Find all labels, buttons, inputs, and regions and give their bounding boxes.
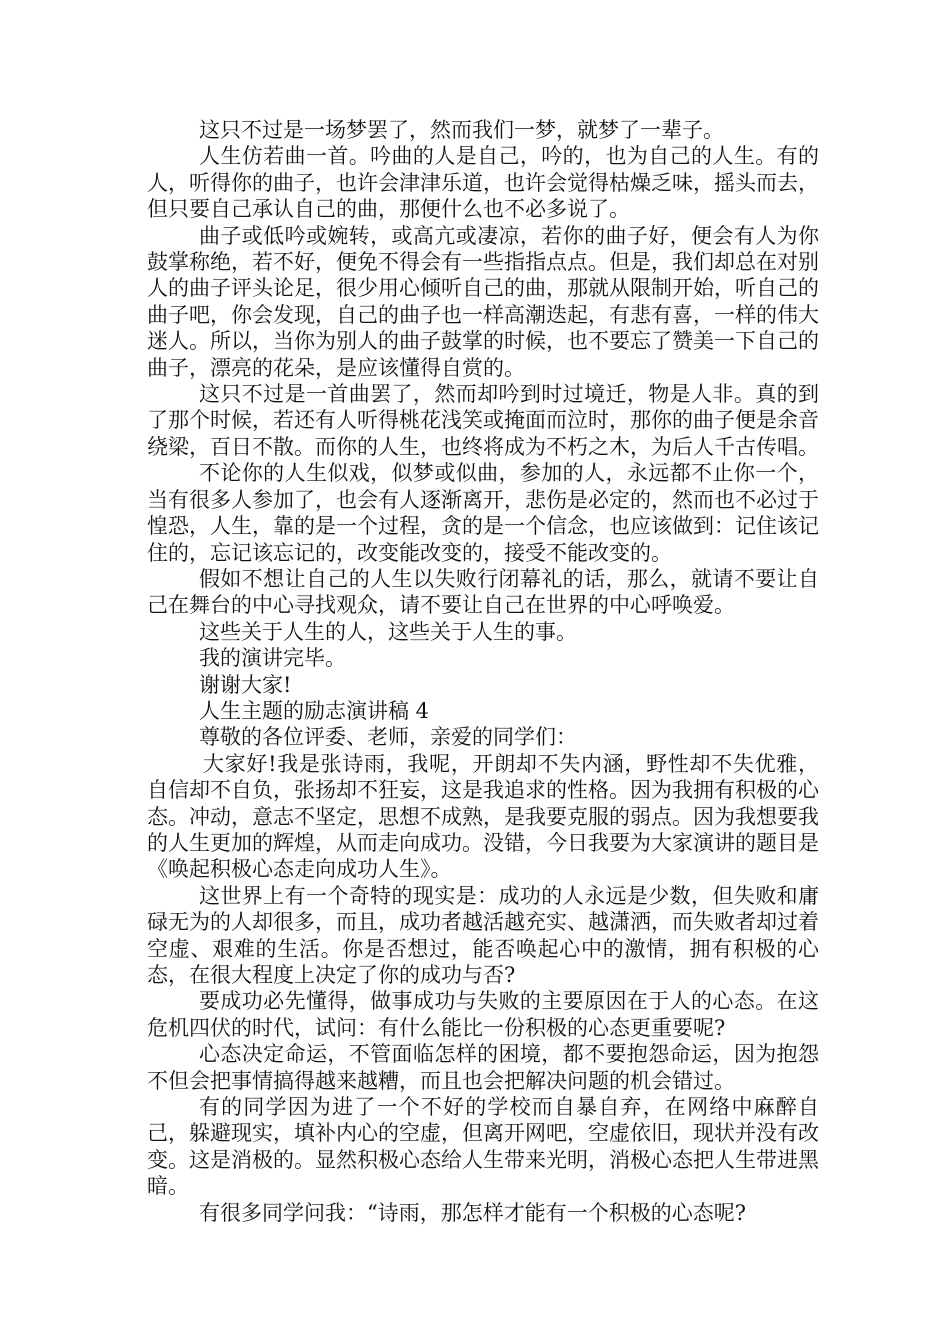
paragraph-song-legacy: 这只不过是一首曲罢了，然而却吟到时过境迁，物是人非。真的到了那个时候，若还有人听得桃花浅笑或掩面而泣时，那你的曲子便是余音绕梁，百日不散。而你的人生，也终将成为不朽之木，为后人千古传唱。 (147, 382, 819, 459)
paragraph-thanks: 谢谢大家! (199, 672, 292, 697)
paragraph-dream: 这只不过是一场梦罢了，然而我们一梦，就梦了一辈子。 (199, 118, 724, 142)
speech-text-body (147, 117, 819, 1226)
paragraph-salutation: 尊敬的各位评委、老师，亲爱的同学们： (199, 725, 577, 750)
paragraph-participants: 不论你的人生似戏，似梦或似曲，参加的人，永远都不止你一个，当有很多人参加了，也会有人逐渐离开，悲伤是必定的，然而也不必过于惶恐，人生，靠的是一个过程，贪的是一个信念，也应该做到：记住该记住的，忘记该忘记的，改变能改变的，接受不能改变的。 (147, 461, 819, 565)
paragraph-speech-end: 我的演讲完毕。 (199, 646, 346, 671)
paragraph-negative-example: 有的同学因为进了一个不好的学校而自暴自弃，在网络中麻醉自己，躲避现实，填补内心的空虚，但离开网吧，空虚依旧，现状并没有改变。这是消极的。显然积极心态给人生带来光明，消极心态把人生带进黑暗。 (147, 1095, 819, 1199)
paragraph-introduction: 大家好!我是张诗雨，我呢，开朗却不失内涵，野性却不失优雅，自信却不自负，张扬却不狂妄，这是我追求的性格。因为我拥有积极的心态。冲动，意志不坚定，思想不成熟，是我要克服的弱点。因为我想要我的人生更加的辉煌，从而走向成功。没错，今日我要为大家演讲的题目是《唤起积极心态走向成功人生》。 (147, 751, 819, 882)
paragraph-success-reality: 这世界上有一个奇特的现实是：成功的人永远是少数，但失败和庸碌无为的人却很多，而且，成功者越活越充实、越潇洒，而失败者却过着空虚、艰难的生活。你是否想过，能否唤起心中的激情，拥有积极的心态，在很大程度上决定了你的成功与否? (147, 883, 819, 987)
paragraph-life-song: 人生仿若曲一首。吟曲的人是自己，吟的，也为自己的人生。有的人，听得你的曲子，也许会津津乐道，也许会觉得枯燥乏味，摇头而去，但只要自己承认自己的曲，那便什么也不必多说了。 (147, 144, 819, 222)
paragraph-question: 有很多同学问我：“诗雨，那怎样才能有一个积极的心态呢? (199, 1200, 746, 1225)
paragraph-about-life: 这些关于人生的人，这些关于人生的事。 (199, 619, 577, 644)
paragraph-mindset-key: 要成功必先懂得，做事成功与失败的主要原因在于人的心态。在这危机四伏的时代，试问：有什么能比一份积极的心态更重要呢? (147, 989, 819, 1040)
paragraph-mindset-destiny: 心态决定命运，不管面临怎样的困境，都不要抱怨命运，因为抱怨不但会把事情搞得越来越糟，而且也会把解决问题的机会错过。 (147, 1042, 819, 1093)
paragraph-song-judgement: 曲子或低吟或婉转，或高亢或凄凉，若你的曲子好，便会有人为你鼓掌称绝，若不好，便免不得会有一些指指点点。但是，我们却总在对别人的曲子评头论足，很少用心倾听自己的曲，那就从限制开始，听自己的曲子吧，你会发现，自己的曲子也一样高潮迭起，有悲有喜，一样的伟大迷人。所以，当你为别人的曲子鼓掌的时候，也不要忘了赞美一下自己的曲子，漂亮的花朵，是应该懂得自赏的。 (147, 223, 819, 380)
paragraph-stage: 假如不想让自己的人生以失败行闭幕礼的话，那么，就请不要让自己在舞台的中心寻找观众，请不要让自己在世界的中心呼唤爱。 (147, 566, 819, 618)
section-heading: 人生主题的励志演讲稿 4 (199, 698, 430, 723)
